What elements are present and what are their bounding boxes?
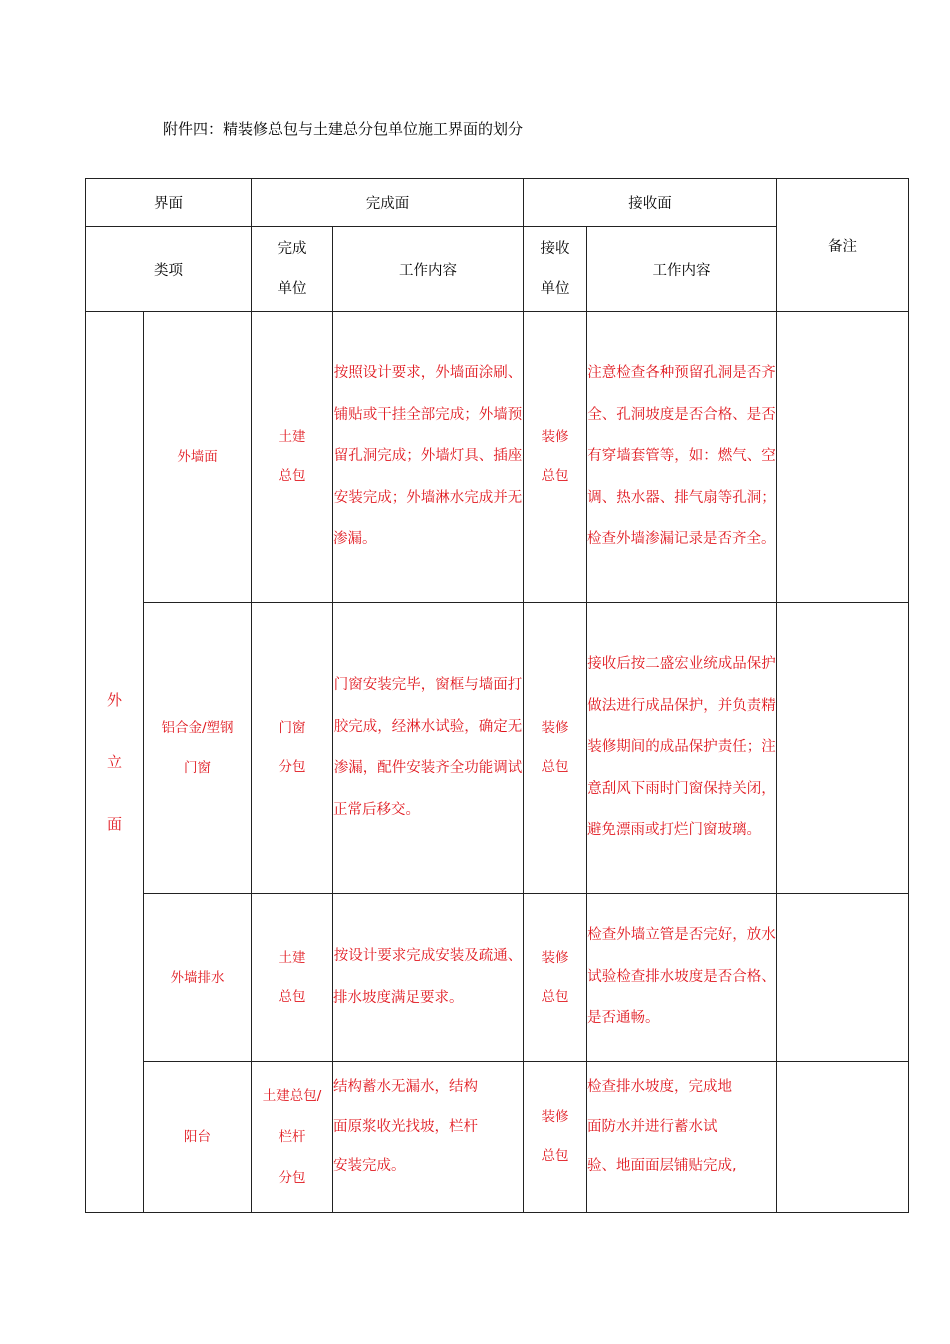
completion-unit-line: 土建 <box>278 949 306 966</box>
completion-unit-cell <box>252 312 333 603</box>
reception-content-line: 验、地面面层铺贴完成, <box>587 1158 737 1174</box>
remarks-cell <box>777 1062 909 1213</box>
completion-unit-line: 总包 <box>278 988 306 1005</box>
category-line: 外墙面 <box>177 449 218 465</box>
remarks-cell <box>777 894 909 1062</box>
completion-content-cell <box>333 312 524 603</box>
header-remarks: 备注 <box>777 179 909 312</box>
completion-unit-cell <box>252 1062 333 1213</box>
reception-content-line: 面防水并进行蓄水试 <box>587 1118 718 1135</box>
completion-content-text: 按设计要求完成安装及疏通、排水坡度满足要求。 <box>333 948 523 1006</box>
category-cell <box>144 1062 252 1213</box>
document-title: 附件四：精装修总包与土建总分包单位施工界面的划分 <box>163 120 524 138</box>
group-label-char: 外 <box>106 691 122 709</box>
header-completion-unit-line: 完成 <box>277 241 307 257</box>
reception-unit-cell <box>524 894 587 1062</box>
header-reception-unit <box>524 227 587 312</box>
completion-unit-line: 分包 <box>278 759 306 775</box>
reception-unit-line: 装修 <box>541 429 569 445</box>
completion-unit-line: 门窗 <box>278 720 306 736</box>
table-row <box>86 603 909 894</box>
completion-content-cell <box>333 603 524 894</box>
header-completion-unit <box>252 227 333 312</box>
reception-content-cell <box>587 603 777 894</box>
group-label-exterior-facade <box>86 312 144 1213</box>
category-line: 铝合金/塑钢 <box>161 720 234 736</box>
reception-content-cell <box>587 1062 777 1213</box>
header-completion: 完成面 <box>252 179 524 227</box>
reception-unit-line: 装修 <box>541 720 569 736</box>
reception-content-line: 检查排水坡度，完成地 <box>587 1079 732 1095</box>
group-label-char: 立 <box>106 753 122 771</box>
table-row <box>86 312 909 603</box>
header-reception-unit-line: 单位 <box>540 281 570 297</box>
reception-unit-line: 总包 <box>541 468 569 484</box>
reception-unit-line: 装修 <box>541 949 569 966</box>
completion-content-text: 按照设计要求，外墙面涂刷、铺贴或干挂全部完成；外墙预留孔洞完成；外墙灯具、插座安装完成；外墙淋水完成并无渗漏。 <box>333 365 523 548</box>
remarks-cell <box>777 603 909 894</box>
header-row-1 <box>86 179 909 227</box>
category-cell <box>144 894 252 1062</box>
group-label-char: 面 <box>106 815 122 833</box>
reception-content-text: 接收后按二盛宏业统成品保护做法进行成品保护，并负责精装修期间的成品保护责任；注意刮风下雨时门窗保持关闭，避免漂雨或打烂门窗玻璃。 <box>587 656 776 839</box>
header-completion-unit-line: 单位 <box>277 281 307 297</box>
header-completion-content: 工作内容 <box>333 227 524 312</box>
completion-unit-cell <box>252 894 333 1062</box>
reception-content-text: 注意检查各种预留孔洞是否齐全、孔洞坡度是否合格、是否有穿墙套管等，如：燃气、空调、热水器、排气扇等孔洞；检查外墙渗漏记录是否齐全。 <box>587 365 776 548</box>
category-line: 外墙排水 <box>170 969 225 986</box>
completion-unit-line: 总包 <box>278 468 306 484</box>
completion-content-line: 面原浆收光找坡，栏杆 <box>333 1118 478 1135</box>
completion-unit-line: 分包 <box>278 1169 306 1186</box>
reception-unit-line: 总包 <box>541 759 569 775</box>
completion-content-line: 结构蓄水无漏水，结构 <box>333 1079 478 1095</box>
reception-content-cell <box>587 312 777 603</box>
header-reception-unit-line: 接收 <box>540 241 570 257</box>
completion-content-text: 门窗安装完毕，窗框与墙面打胶完成，经淋水试验，确定无渗漏，配件安装齐全功能调试正常后移交。 <box>333 677 523 818</box>
completion-unit-line: 栏杆 <box>278 1128 306 1145</box>
category-cell <box>144 312 252 603</box>
completion-unit-line: 土建 <box>278 429 306 445</box>
category-line: 阳台 <box>184 1129 211 1145</box>
reception-unit-cell <box>524 312 587 603</box>
reception-unit-cell <box>524 603 587 894</box>
completion-unit-cell <box>252 603 333 894</box>
completion-content-cell <box>333 894 524 1062</box>
reception-unit-line: 总包 <box>541 1148 569 1164</box>
category-cell <box>144 603 252 894</box>
completion-unit-line: 土建总包/ <box>262 1087 322 1104</box>
reception-unit-line: 总包 <box>541 988 569 1005</box>
header-category: 类项 <box>86 227 252 312</box>
reception-content-cell <box>587 894 777 1062</box>
category-line: 门窗 <box>184 760 211 776</box>
interface-division-table <box>85 178 909 1213</box>
header-reception: 接收面 <box>524 179 777 227</box>
completion-content-cell <box>333 1062 524 1213</box>
header-interface: 界面 <box>86 179 252 227</box>
completion-content-line: 安装完成。 <box>333 1158 406 1174</box>
table-row <box>86 1062 909 1213</box>
remarks-cell <box>777 312 909 603</box>
header-reception-content: 工作内容 <box>587 227 777 312</box>
reception-unit-line: 装修 <box>541 1109 569 1125</box>
reception-content-text: 检查外墙立管是否完好，放水试验检查排水坡度是否合格、是否通畅。 <box>587 927 776 1027</box>
reception-unit-cell <box>524 1062 587 1213</box>
table-row <box>86 894 909 1062</box>
